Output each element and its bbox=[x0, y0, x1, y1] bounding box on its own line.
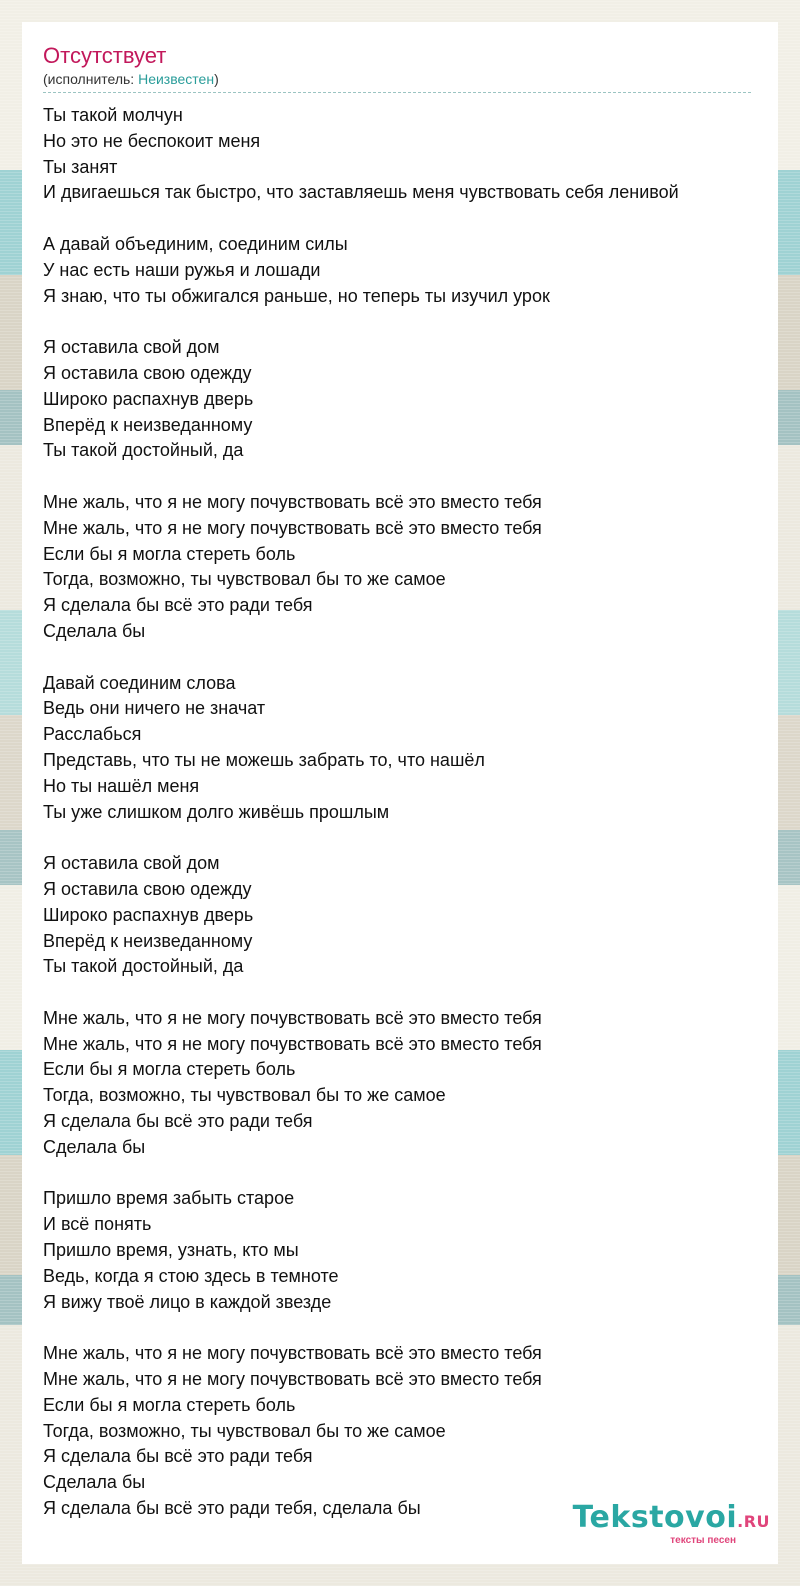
artist-link[interactable]: Неизвестен bbox=[138, 71, 215, 87]
lyrics-line: И двигаешься так быстро, что заставляешь меня чувствовать себя ленивой bbox=[43, 182, 679, 203]
lyrics-line: Если бы я могла стереть боль bbox=[43, 1394, 296, 1415]
lyrics-stanza bbox=[43, 335, 758, 464]
lyrics-line: Я оставила свой дом bbox=[43, 337, 220, 358]
lyrics-line: Но ты нашёл меня bbox=[43, 775, 200, 796]
lyrics-stanza bbox=[43, 1006, 758, 1161]
lyrics-line: Ты занят bbox=[43, 156, 118, 177]
lyrics-stanza bbox=[43, 103, 758, 206]
lyrics-line: У нас есть наши ружья и лошади bbox=[43, 259, 321, 280]
lyrics-line: Но это не беспокоит меня bbox=[43, 130, 261, 151]
lyrics-line: Я сделала бы всё это ради тебя, сделала бы bbox=[43, 1498, 421, 1519]
lyrics-line: Мне жаль, что я не могу почувствовать всё это вместо тебя bbox=[43, 1369, 542, 1390]
lyrics-line: Я сделала бы всё это ради тебя bbox=[43, 1111, 313, 1132]
lyrics-line: Ты такой достойный, да bbox=[43, 440, 244, 461]
lyrics-line: Расслабься bbox=[43, 724, 142, 745]
lyrics-line: Я оставила свою одежду bbox=[43, 878, 252, 899]
song-title: Отсутствует bbox=[43, 43, 167, 68]
lyrics-line: Я сделала бы всё это ради тебя bbox=[43, 1446, 313, 1467]
lyrics-line: Если бы я могла стереть боль bbox=[43, 543, 296, 564]
lyrics-line: Сделала бы bbox=[43, 620, 146, 641]
lyrics-line: Ты уже слишком долго живёшь прошлым bbox=[43, 801, 390, 822]
lyrics-line: Ты такой достойный, да bbox=[43, 956, 244, 977]
lyrics-line: Тогда, возможно, ты чувствовал бы то же самое bbox=[43, 569, 446, 590]
lyrics-line: Пришло время забыть старое bbox=[43, 1188, 295, 1209]
lyrics-line: И всё понять bbox=[43, 1214, 152, 1235]
lyrics-line: Тогда, возможно, ты чувствовал бы то же самое bbox=[43, 1420, 446, 1441]
lyrics-line: Ведь, когда я стою здесь в темноте bbox=[43, 1265, 339, 1286]
artist-prefix: (исполнитель: bbox=[43, 71, 139, 87]
lyrics-line: Мне жаль, что я не могу почувствовать всё это вместо тебя bbox=[43, 1007, 542, 1028]
lyrics-stanza bbox=[43, 1341, 758, 1522]
lyrics-line: Ты такой молчун bbox=[43, 105, 183, 125]
lyrics-stanza bbox=[43, 851, 758, 980]
lyrics-line: Давай соединим слова bbox=[43, 672, 236, 693]
site-logo[interactable] bbox=[572, 1500, 770, 1546]
lyrics-stanza bbox=[43, 232, 758, 309]
lyrics-line: Если бы я могла стереть боль bbox=[43, 1059, 296, 1080]
lyrics-line: Мне жаль, что я не могу почувствовать всё это вместо тебя bbox=[43, 517, 542, 538]
lyrics-line: Широко распахнув дверь bbox=[43, 388, 254, 409]
logo-wordmark bbox=[572, 1500, 770, 1537]
lyrics-line: Вперёд к неизведанному bbox=[43, 930, 253, 951]
lyrics-line: Я вижу твоё лицо в каждой звезде bbox=[43, 1291, 332, 1312]
artist-suffix: ) bbox=[214, 71, 219, 87]
lyrics-line: Сделала бы bbox=[43, 1472, 146, 1493]
lyrics-line: Мне жаль, что я не могу почувствовать всё это вместо тебя bbox=[43, 1033, 542, 1054]
lyrics-line: Ведь они ничего не значат bbox=[43, 698, 266, 719]
lyrics-line: Я оставила свой дом bbox=[43, 853, 220, 874]
lyrics-stanza bbox=[43, 490, 758, 645]
lyrics-line: А давай объединим, соединим силы bbox=[43, 233, 348, 254]
lyrics-line: Пришло время, узнать, кто мы bbox=[43, 1240, 299, 1261]
lyrics-body bbox=[43, 103, 758, 1522]
lyrics-line: Представь, что ты не можешь забрать то, что нашёл bbox=[43, 749, 485, 770]
lyrics-line: Вперёд к неизведанному bbox=[43, 414, 253, 435]
lyrics-stanza bbox=[43, 1186, 758, 1315]
lyrics-line: Я сделала бы всё это ради тебя bbox=[43, 595, 313, 616]
lyrics-line: Я знаю, что ты обжигался раньше, но теперь ты изучил урок bbox=[43, 285, 550, 306]
logo-tagline: тексты песен bbox=[670, 1535, 736, 1546]
lyrics-line: Тогда, возможно, ты чувствовал бы то же самое bbox=[43, 1085, 446, 1106]
lyrics-stanza bbox=[43, 671, 758, 826]
lyrics-card bbox=[22, 22, 778, 1564]
logo-domain: .RU bbox=[737, 1512, 770, 1531]
artist-line bbox=[43, 70, 751, 93]
lyrics-line: Мне жаль, что я не могу почувствовать всё это вместо тебя bbox=[43, 1343, 542, 1364]
lyrics-line: Мне жаль, что я не могу почувствовать всё это вместо тебя bbox=[43, 491, 542, 512]
lyrics-line: Широко распахнув дверь bbox=[43, 904, 254, 925]
lyrics-line: Сделала бы bbox=[43, 1136, 146, 1157]
lyrics-line: Я оставила свою одежду bbox=[43, 362, 252, 383]
logo-main-text: Tekstovoi bbox=[572, 1500, 738, 1535]
